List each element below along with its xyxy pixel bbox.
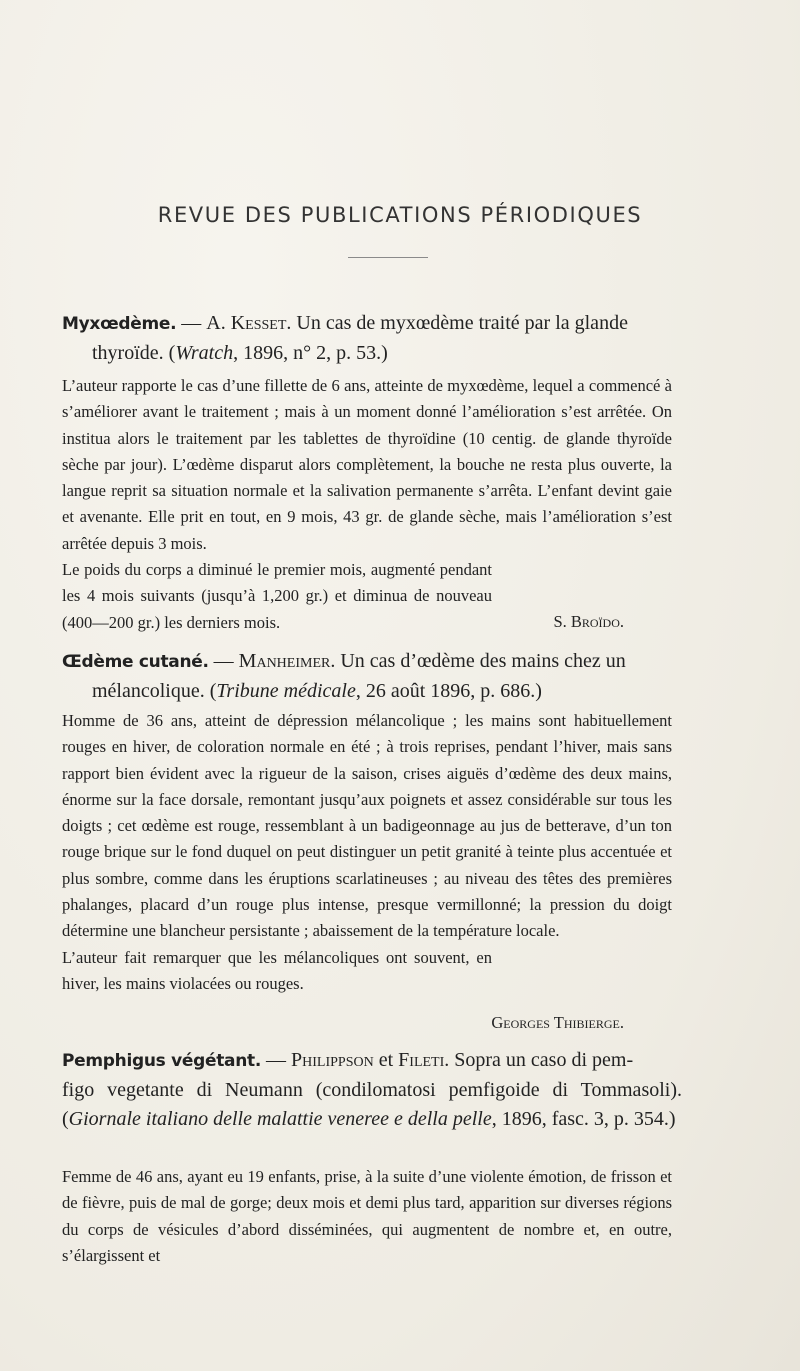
source-open: ( (163, 342, 176, 364)
signature: S. Broïdo. (553, 612, 624, 631)
entry-author: Philippson (291, 1049, 374, 1071)
dash: — (261, 1049, 292, 1071)
entry-body-myxoedeme (62, 373, 672, 636)
entry-title-text: . Sopra un caso di pem- (444, 1049, 634, 1071)
page-header: REVUE DES PUBLICATIONS PÉRIODIQUES (157, 203, 643, 227)
conjunction: et (373, 1049, 399, 1071)
entry-title-pemphigus (62, 1046, 682, 1134)
entry-title-continuation (62, 1076, 682, 1134)
source-open: ( (204, 680, 217, 702)
body-paragraph: L’auteur fait remarquer que les mélancoliques ont souvent, en hiver, les mains violacées ou rouges. (62, 947, 492, 993)
title-cont: mélancolique. (92, 680, 205, 702)
signature: Georges Thibierge. (491, 1013, 624, 1032)
journal-name: Giornale italiano delle malattie veneree e della pelle (68, 1108, 492, 1130)
body-paragraph: Femme de 46 ans, ayant eu 19 enfants, prise, à la suite d’une violente émotion, de frisson et de fièvre, puis de mal de gorge; deux mois et demi plus tard, apparition sur diverses régions du corps de vésicules d’abord disséminées, qui augmentent de nombre et, en outre, s’élargissent et (62, 1167, 672, 1265)
title-cont: thyroïde. (92, 342, 164, 364)
entry-author: A. Kesset (206, 312, 287, 334)
entry-author-2: Fileti (398, 1049, 445, 1071)
dash: — (208, 650, 239, 672)
journal-name: Tribune médicale (216, 680, 356, 702)
entry-category: Myxœdème. (62, 314, 177, 334)
source-details: , 1896, n° 2, p. 53.) (233, 342, 388, 364)
entry-title-text: . Un cas de myxœdème traité par la glande (286, 312, 628, 334)
entry-title-text: . Un cas d’œdème des mains chez un (330, 650, 626, 672)
body-paragraph: Le poids du corps a diminué le premier mois, augmenté pendant les 4 mois suivants (jusqu’à 1,200 gr.) et diminua de nouveau (400—200 gr.) les derniers mois. (62, 560, 492, 632)
entry-title-continuation (62, 677, 682, 706)
header-rule (348, 257, 428, 258)
source-open: ( (62, 1108, 69, 1130)
body-paragraph: Homme de 36 ans, atteint de dépression mélancolique ; les mains sont habituellement rouges en hiver, de coloration normale en été ; à trois reprises, pendant l’hiver, mais sans rapport bien évident avec la rigueur de la saison, crises aiguës d’œdème des deux mains, énorme sur la face dorsale, remontant jusqu’aux poignets et assez considérable sur tous les doigts ; cet œdème est rouge, ressemblant à un badigeonnage au jus de betterave, d’un ton rouge brique sur le fond duquel on peut distinguer un petit granité à teinte plus accentuée et plus sombre, comme dans les éruptions scarlatineuses ; au niveau des têtes des premières phalanges, placard d’un rouge plus intense, presque vermillonné; la pression du doigt détermine une blancheur persistante ; abaissement de la température locale. (62, 711, 672, 941)
entry-body-pemphigus (62, 1164, 672, 1269)
source-details: , 1896, fasc. 3, p. 354.) (491, 1108, 676, 1130)
entry-author: Manheimer (238, 650, 331, 672)
entry-category: Œdème cutané. (62, 652, 209, 672)
entry-title-myxoedeme (62, 309, 682, 368)
entry-title-oedeme (62, 647, 682, 706)
entry-title-continuation (62, 339, 682, 368)
journal-name: Wratch (175, 342, 234, 364)
dash: — (176, 312, 207, 334)
source-details: , 26 août 1896, p. 686.) (355, 680, 542, 702)
entry-body-oedeme (62, 708, 672, 1032)
title-cont: figo vegetante di Neumann (condilomatosi pemfigoide di Tommasoli). (62, 1079, 682, 1101)
entry-category: Pemphigus végétant. (62, 1051, 262, 1071)
body-paragraph: L’auteur rapporte le cas d’une fillette de 6 ans, atteinte de myxœdème, lequel a commencé à s’améliorer avant le traitement ; mais à un moment donné l’amélioration s’est arrêtée. On institua alors le traitement par les tablettes de thyroïdine (10 centig. de glande thyroïde sèche par jour). L’œdème disparut alors complètement, la bouche ne resta plus ouverte, la langue reprit sa situation normale et la salivation permanente s’arrêta. L’enfant devint gaie et avenante. Elle prit en tout, en 9 mois, 43 gr. de glande sèche, mais l’amélioration s’est arrêtée depuis 3 mois. (62, 376, 672, 553)
